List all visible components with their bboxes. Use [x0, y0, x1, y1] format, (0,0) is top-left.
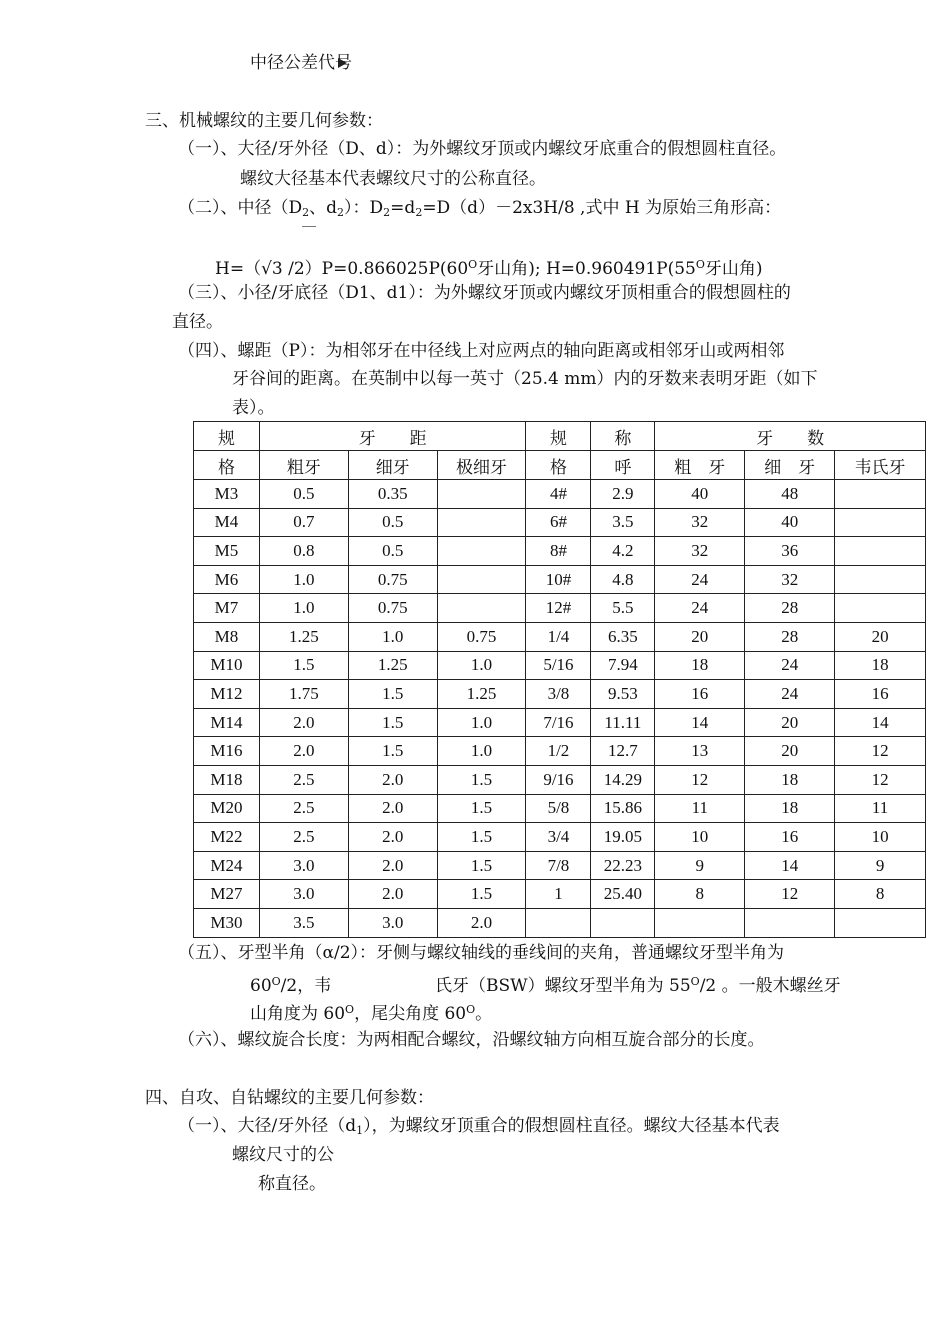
cell-metric-size: M27	[194, 880, 260, 909]
cell-inch-size: 1/2	[526, 737, 591, 766]
cell-extra-fine-pitch: 1.5	[437, 765, 526, 794]
cell-tpi-coarse: 8	[655, 880, 745, 909]
cell-inch-size: 5/8	[526, 794, 591, 823]
table-row	[194, 823, 926, 852]
table-row	[194, 851, 926, 880]
cell-extra-fine-pitch: 0.75	[437, 622, 526, 651]
s3-item3-line1: （三）、小径/牙底径（D1、d1）：为外螺纹牙顶或内螺纹牙顶相重合的假想圆柱的	[178, 283, 791, 303]
cell-extra-fine-pitch: 2.0	[437, 908, 526, 937]
cell-extra-fine-pitch	[437, 565, 526, 594]
cell-coarse-pitch: 0.8	[259, 537, 348, 566]
cell-nominal-mm: 9.53	[591, 680, 655, 709]
cell-nominal-mm: 25.40	[591, 880, 655, 909]
cell-inch-size: 6#	[526, 508, 591, 537]
cell-nominal-mm: 4.8	[591, 565, 655, 594]
cell-inch-size: 10#	[526, 565, 591, 594]
cell-tpi-fine: 20	[745, 737, 835, 766]
cell-nominal-mm: 5.5	[591, 594, 655, 623]
cell-inch-size: 5/16	[526, 651, 591, 680]
cell-coarse-pitch: 2.0	[259, 708, 348, 737]
cell-extra-fine-pitch: 1.5	[437, 794, 526, 823]
cell-tpi-whitworth: 12	[835, 737, 926, 766]
cell-nominal-mm	[591, 908, 655, 937]
cell-tpi-coarse: 40	[655, 480, 745, 509]
mouse-cursor-icon	[338, 58, 347, 68]
table-row	[194, 680, 926, 709]
header-name: 称	[591, 422, 655, 451]
cell-fine-pitch: 2.0	[348, 851, 437, 880]
header-spec-2: 规	[526, 422, 591, 451]
header-tpi: 牙 数	[655, 422, 926, 451]
cell-coarse-pitch: 2.0	[259, 737, 348, 766]
cell-fine-pitch: 2.0	[348, 765, 437, 794]
cell-tpi-coarse: 24	[655, 565, 745, 594]
cell-tpi-fine	[745, 908, 835, 937]
table-row	[194, 908, 926, 937]
cell-nominal-mm: 14.29	[591, 765, 655, 794]
cell-inch-size: 7/8	[526, 851, 591, 880]
table-row	[194, 651, 926, 680]
cell-inch-size: 1/4	[526, 622, 591, 651]
cell-coarse-pitch: 1.25	[259, 622, 348, 651]
cell-tpi-coarse: 16	[655, 680, 745, 709]
header-fine: 细牙	[348, 451, 437, 480]
table-row	[194, 708, 926, 737]
cell-tpi-whitworth	[835, 508, 926, 537]
cell-coarse-pitch: 0.7	[259, 508, 348, 537]
top-label: 中径公差代号	[250, 53, 352, 73]
cell-extra-fine-pitch	[437, 537, 526, 566]
cell-tpi-whitworth	[835, 480, 926, 509]
header-coarse: 粗牙	[259, 451, 348, 480]
cell-fine-pitch: 1.5	[348, 680, 437, 709]
cell-metric-size: M7	[194, 594, 260, 623]
thread-spec-table	[193, 421, 926, 938]
cell-extra-fine-pitch: 1.5	[437, 851, 526, 880]
cell-fine-pitch: 1.5	[348, 737, 437, 766]
s3-item5-line2: $60^O/2$，韦	[250, 975, 332, 996]
s3-item5-line2b: 氏牙（BSW）螺纹牙型半角为 $55^O/2$ 。一般木螺丝牙	[435, 975, 841, 996]
s3-item3-line2: 直径。	[172, 312, 223, 332]
cell-tpi-whitworth: 18	[835, 651, 926, 680]
cell-fine-pitch: 1.5	[348, 708, 437, 737]
cell-tpi-whitworth: 9	[835, 851, 926, 880]
cell-tpi-fine: 20	[745, 708, 835, 737]
formula-h: H=（√3 $/2)P=0.866025P(60^O$牙山角); $H=0.960491P(55^O$牙山角)	[215, 258, 763, 279]
header-spec-2b: 格	[526, 451, 591, 480]
cell-tpi-whitworth: 12	[835, 765, 926, 794]
cell-tpi-coarse: 18	[655, 651, 745, 680]
cell-tpi-whitworth: 14	[835, 708, 926, 737]
cell-inch-size: 9/16	[526, 765, 591, 794]
cell-nominal-mm: 7.94	[591, 651, 655, 680]
s3-item1-line2: 螺纹大径基本代表螺纹尺寸的公称直径。	[240, 169, 546, 189]
header-pitch: 牙 距	[259, 422, 526, 451]
cell-coarse-pitch: 3.0	[259, 880, 348, 909]
cell-tpi-coarse: 32	[655, 508, 745, 537]
cell-coarse-pitch: 3.0	[259, 851, 348, 880]
cell-metric-size: M6	[194, 565, 260, 594]
cell-coarse-pitch: 1.5	[259, 651, 348, 680]
cell-metric-size: M30	[194, 908, 260, 937]
cell-inch-size: 1	[526, 880, 591, 909]
cell-metric-size: M20	[194, 794, 260, 823]
cell-nominal-mm: 22.23	[591, 851, 655, 880]
cell-nominal-mm: 2.9	[591, 480, 655, 509]
header-name-b: 呼	[591, 451, 655, 480]
cell-coarse-pitch: 2.5	[259, 823, 348, 852]
table-row	[194, 765, 926, 794]
cell-coarse-pitch: 2.5	[259, 794, 348, 823]
cell-metric-size: M18	[194, 765, 260, 794]
cell-fine-pitch: 2.0	[348, 823, 437, 852]
cell-metric-size: M16	[194, 737, 260, 766]
header-extra-fine: 极细牙	[437, 451, 526, 480]
s3-item4-line3: 表）。	[232, 398, 275, 418]
cell-tpi-whitworth	[835, 594, 926, 623]
cell-metric-size: M5	[194, 537, 260, 566]
s3-item6-line1: （六）、螺纹旋合长度：为两相配合螺纹，沿螺纹轴方向相互旋合部分的长度。	[178, 1030, 765, 1050]
cell-tpi-fine: 16	[745, 823, 835, 852]
cell-extra-fine-pitch	[437, 594, 526, 623]
table-row	[194, 537, 926, 566]
table-row	[194, 480, 926, 509]
cell-inch-size	[526, 908, 591, 937]
cell-tpi-whitworth: 16	[835, 680, 926, 709]
cell-tpi-fine: 14	[745, 851, 835, 880]
header-spec-b: 格	[194, 451, 260, 480]
cell-metric-size: M14	[194, 708, 260, 737]
cell-tpi-fine: 28	[745, 622, 835, 651]
cell-tpi-coarse	[655, 908, 745, 937]
cell-inch-size: 8#	[526, 537, 591, 566]
cell-fine-pitch: 1.0	[348, 622, 437, 651]
cell-coarse-pitch: 1.75	[259, 680, 348, 709]
cell-tpi-whitworth: 11	[835, 794, 926, 823]
cell-tpi-fine: 24	[745, 651, 835, 680]
cell-metric-size: M4	[194, 508, 260, 537]
cell-tpi-coarse: 11	[655, 794, 745, 823]
cell-fine-pitch: 0.35	[348, 480, 437, 509]
s3-item4-line2: 牙谷间的距离。在英制中以每一英寸（25.4 mm）内的牙数来表明牙距（如下	[232, 369, 818, 389]
table-row	[194, 565, 926, 594]
s3-item1-line1: （一）、大径/牙外径（D、d）：为外螺纹牙顶或内螺纹牙底重合的假想圆柱直径。	[178, 139, 787, 159]
s3-item2-line: （二）、中径（$D_2$、$d_2$）：$D_2=d_2=D(d)-2x3H/8$ ,式中 H 为原始三角形高：	[178, 198, 782, 219]
cell-coarse-pitch: 1.0	[259, 565, 348, 594]
cell-inch-size: 3/8	[526, 680, 591, 709]
cell-nominal-mm: 6.35	[591, 622, 655, 651]
table-row	[194, 737, 926, 766]
cell-fine-pitch: 0.75	[348, 594, 437, 623]
cell-metric-size: M24	[194, 851, 260, 880]
cell-tpi-whitworth: 20	[835, 622, 926, 651]
cell-coarse-pitch: 1.0	[259, 594, 348, 623]
cell-coarse-pitch: 0.5	[259, 480, 348, 509]
s3-item5-line3: 山角度为 $60^O$，尾尖角度 $60^O$。	[250, 1003, 493, 1024]
cell-metric-size: M12	[194, 680, 260, 709]
cell-nominal-mm: 11.11	[591, 708, 655, 737]
cell-metric-size: M3	[194, 480, 260, 509]
cell-fine-pitch: 0.5	[348, 508, 437, 537]
s3-item5-line1: （五）、牙型半角（α/2）：牙侧与螺纹轴线的垂线间的夹角，普通螺纹牙型半角为	[178, 943, 785, 963]
section4-heading: 四、自攻、自钻螺纹的主要几何参数：	[145, 1088, 434, 1108]
cell-tpi-fine: 24	[745, 680, 835, 709]
cell-tpi-coarse: 32	[655, 537, 745, 566]
cell-fine-pitch: 0.5	[348, 537, 437, 566]
s4-item1-line3: 称直径。	[258, 1174, 326, 1194]
cell-fine-pitch: 2.0	[348, 794, 437, 823]
cell-coarse-pitch: 3.5	[259, 908, 348, 937]
s4-item1-line2: 螺纹尺寸的公	[232, 1145, 334, 1165]
cell-tpi-whitworth	[835, 908, 926, 937]
table-row	[194, 508, 926, 537]
cell-extra-fine-pitch: 1.5	[437, 823, 526, 852]
cell-tpi-fine: 18	[745, 765, 835, 794]
cell-tpi-coarse: 14	[655, 708, 745, 737]
cell-tpi-fine: 12	[745, 880, 835, 909]
cell-tpi-coarse: 13	[655, 737, 745, 766]
cell-fine-pitch: 3.0	[348, 908, 437, 937]
cell-nominal-mm: 15.86	[591, 794, 655, 823]
cell-extra-fine-pitch	[437, 480, 526, 509]
cell-extra-fine-pitch: 1.0	[437, 708, 526, 737]
cell-tpi-coarse: 10	[655, 823, 745, 852]
cell-tpi-whitworth: 8	[835, 880, 926, 909]
cell-tpi-fine: 32	[745, 565, 835, 594]
cell-tpi-fine: 48	[745, 480, 835, 509]
table-row	[194, 880, 926, 909]
cell-extra-fine-pitch	[437, 508, 526, 537]
table-row	[194, 622, 926, 651]
cell-metric-size: M10	[194, 651, 260, 680]
cell-inch-size: 12#	[526, 594, 591, 623]
s4-item1-line1: （一）、大径/牙外径$(d_1)$，为螺纹牙顶重合的假想圆柱直径。螺纹大径基本代表	[178, 1116, 780, 1137]
cell-tpi-coarse: 24	[655, 594, 745, 623]
cell-extra-fine-pitch: 1.0	[437, 651, 526, 680]
header-tpi-fine: 细 牙	[745, 451, 835, 480]
cell-tpi-fine: 36	[745, 537, 835, 566]
cell-tpi-coarse: 20	[655, 622, 745, 651]
cell-fine-pitch: 1.25	[348, 651, 437, 680]
header-tpi-coarse: 粗 牙	[655, 451, 745, 480]
cell-extra-fine-pitch: 1.0	[437, 737, 526, 766]
table-row	[194, 594, 926, 623]
cell-fine-pitch: 0.75	[348, 565, 437, 594]
section3-heading: 三、机械螺纹的主要几何参数：	[145, 111, 383, 131]
cell-tpi-coarse: 12	[655, 765, 745, 794]
cell-metric-size: M8	[194, 622, 260, 651]
cell-nominal-mm: 19.05	[591, 823, 655, 852]
cell-tpi-coarse: 9	[655, 851, 745, 880]
cell-nominal-mm: 4.2	[591, 537, 655, 566]
cell-tpi-whitworth: 10	[835, 823, 926, 852]
cell-inch-size: 3/4	[526, 823, 591, 852]
cell-inch-size: 7/16	[526, 708, 591, 737]
cell-tpi-fine: 28	[745, 594, 835, 623]
header-whitworth: 韦氏牙	[835, 451, 926, 480]
cell-nominal-mm: 3.5	[591, 508, 655, 537]
s3-item4-line1: （四）、螺距（P）：为相邻牙在中径线上对应两点的轴向距离或相邻牙山或两相邻	[178, 341, 785, 361]
cell-fine-pitch: 2.0	[348, 880, 437, 909]
cell-tpi-whitworth	[835, 537, 926, 566]
header-spec: 规	[194, 422, 260, 451]
cell-nominal-mm: 12.7	[591, 737, 655, 766]
cell-extra-fine-pitch: 1.5	[437, 880, 526, 909]
cell-tpi-fine: 18	[745, 794, 835, 823]
cell-coarse-pitch: 2.5	[259, 765, 348, 794]
cell-tpi-whitworth	[835, 565, 926, 594]
cell-metric-size: M22	[194, 823, 260, 852]
overline-mark	[302, 226, 316, 227]
cell-tpi-fine: 40	[745, 508, 835, 537]
cell-inch-size: 4#	[526, 480, 591, 509]
table-row	[194, 794, 926, 823]
cell-extra-fine-pitch: 1.25	[437, 680, 526, 709]
